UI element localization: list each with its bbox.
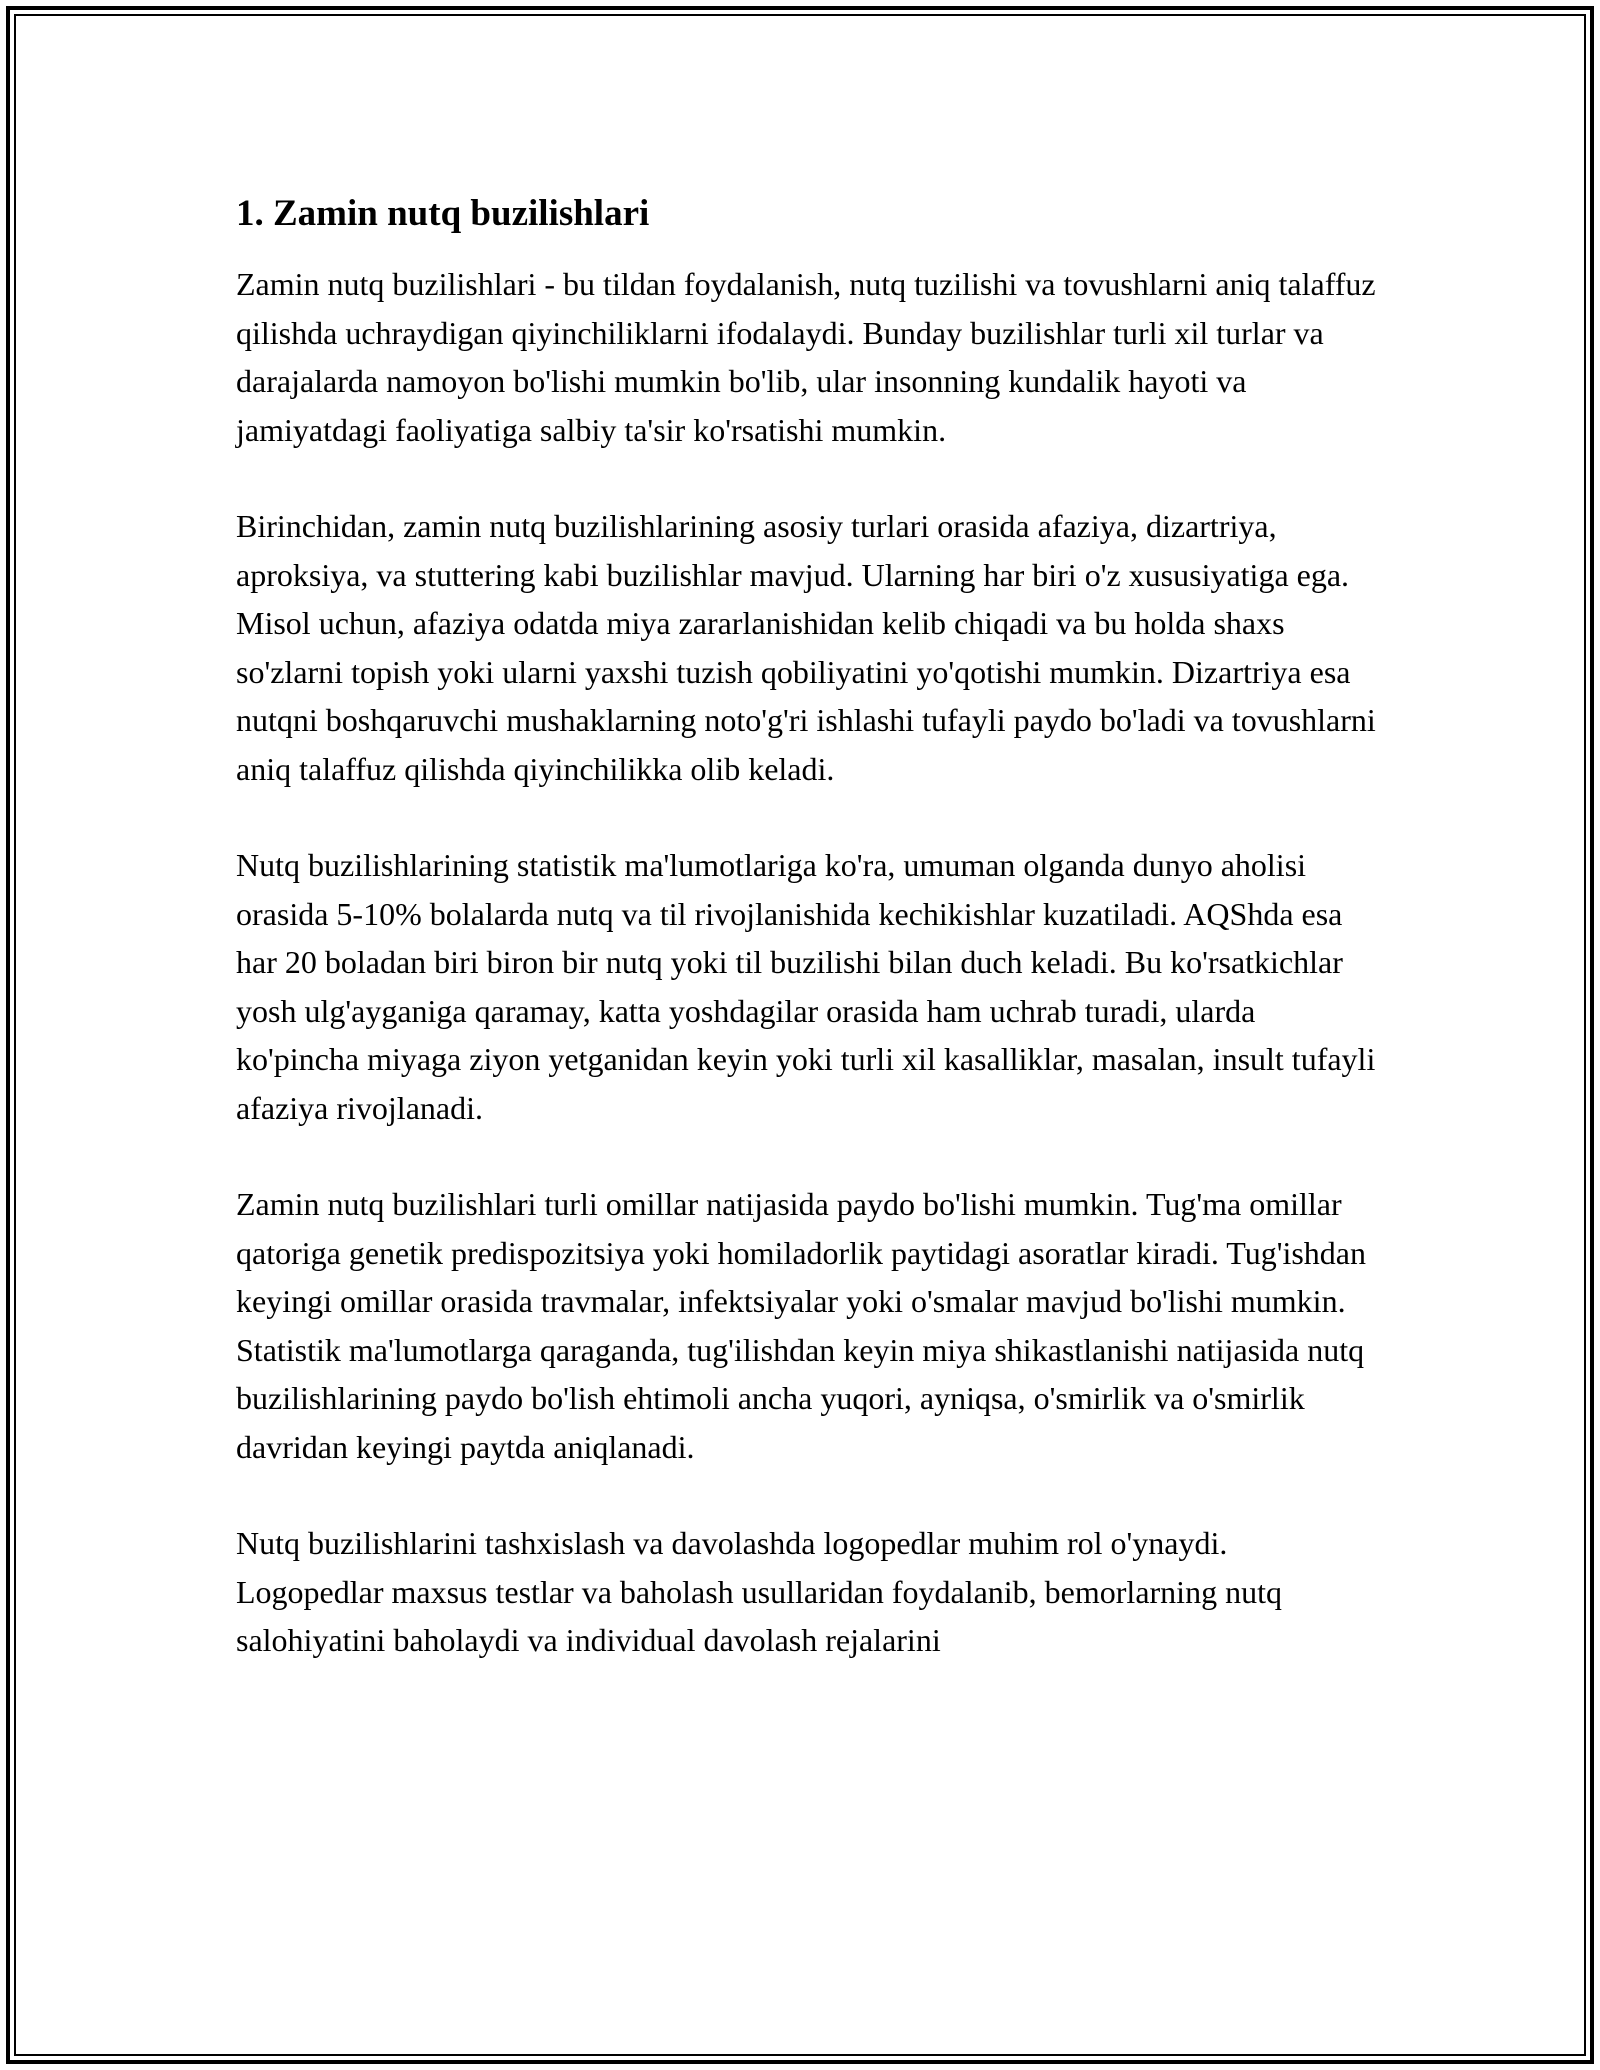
section-title: 1. Zamin nutq buzilishlari xyxy=(236,193,650,234)
paragraph-5: Nutq buzilishlarini tashxislash va davolashda logopedlar muhim rol o'ynaydi. Logopedlar maxsus testlar va baholash usullaridan foydalanib, bemorlarning nutq salohiyatini baholaydi va individual davolash rejalarini xyxy=(236,1525,1282,1658)
page-content xyxy=(236,190,1376,1713)
paragraph-3: Nutq buzilishlarining statistik ma'lumotlariga ko'ra, umuman olganda dunyo aholisi orasida 5-10% bolalarda nutq va til rivojlanishida kechikishlar kuzatiladi. AQShda esa har 20 boladan biri biron bir nutq yoki til buzilishi bilan duch keladi. Bu ko'rsatkichlar yosh ulg'ayganiga qaramay, katta yoshdagilar orasida ham uchrab turadi, ularda ko'pincha miyaga ziyon yetganidan keyin yoki turli xil kasalliklar, masalan, insult tufayli afaziya rivojlanadi. xyxy=(236,847,1376,1126)
paragraph-4: Zamin nutq buzilishlari turli omillar natijasida paydo bo'lishi mumkin. Tug'ma omillar qatoriga genetik predispozitsiya yoki homiladorlik paytidagi asoratlar kiradi. Tug'ishdan keyingi omillar orasida travmalar, infektsiyalar yoki o'smalar mavjud bo'lishi mumkin. Statistik ma'lumotlarga qaraganda, tug'ilishdan keyin miya shikastlanishi natijasida nutq buzilishlarining paydo bo'lish ehtimoli ancha yuqori, ayniqsa, o'smirlik va o'smirlik davridan keyingi paytda aniqlanadi. xyxy=(236,1186,1366,1465)
paragraph-1: Zamin nutq buzilishlari - bu tildan foydalanish, nutq tuzilishi va tovushlarni aniq talaffuz qilishda uchraydigan qiyinchiliklarni ifodalaydi. Bunday buzilishlar turli xil turlar va darajalarda namoyon bo'lishi mumkin bo'lib, ular insonning kundalik hayoti va jamiyatdagi faoliyatiga salbiy ta'sir ko'rsatishi mumkin. xyxy=(236,266,1376,448)
paragraph-2: Birinchidan, zamin nutq buzilishlarining asosiy turlari orasida afaziya, dizartriya, aproksiya, va stuttering kabi buzilishlar mavjud. Ularning har biri o'z xususiyatiga ega. Misol uchun, afaziya odatda miya zararlanishidan kelib chiqadi va bu holda shaxs so'zlarni topish yoki ularni yaxshi tuzish qobiliyatini yo'qotishi mumkin. Dizartriya esa nutqni boshqaruvchi mushaklarning noto'g'ri ishlashi tufayli paydo bo'ladi va tovushlarni aniq talaffuz qilishda qiyinchilikka olib keladi. xyxy=(236,508,1376,787)
